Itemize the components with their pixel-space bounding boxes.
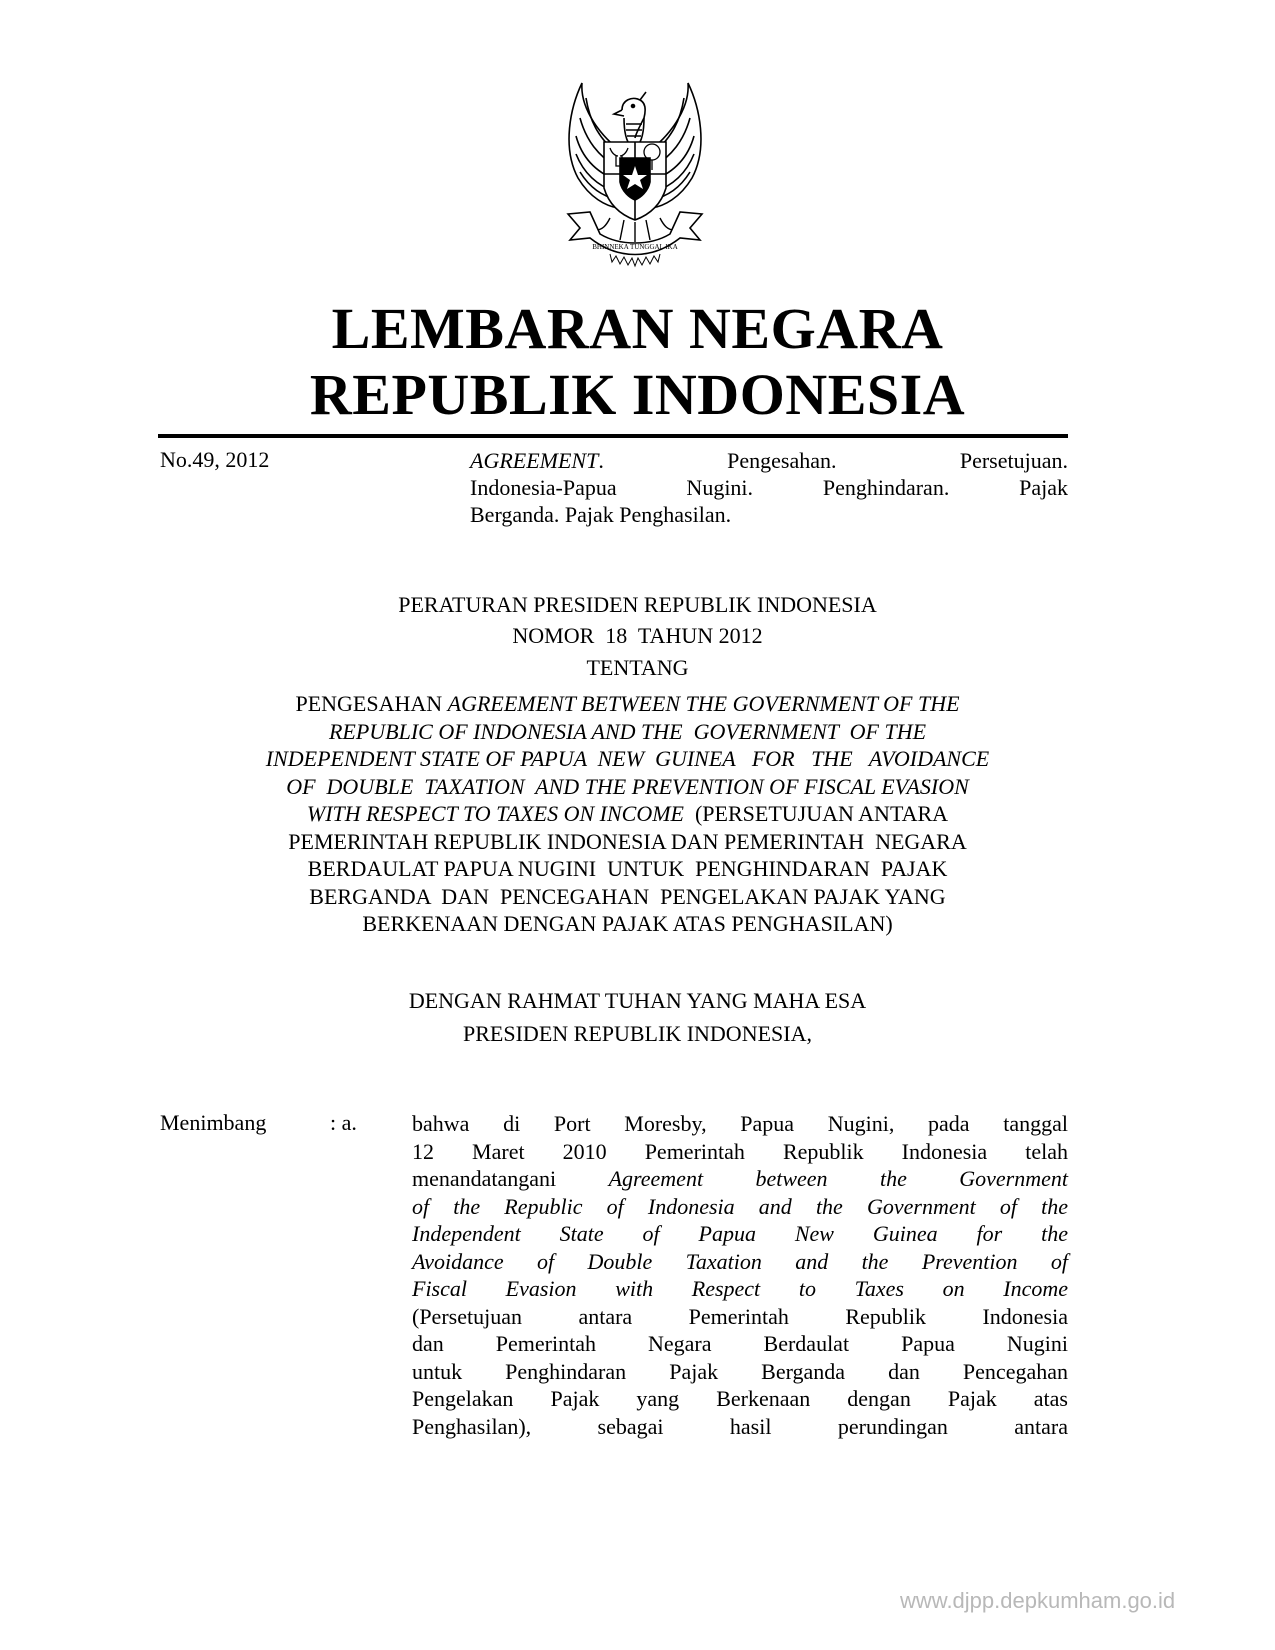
invocation: DENGAN RAHMAT TUHAN YANG MAHA ESA xyxy=(408,988,867,1013)
paragraph-line: menandatangani Agreement between the Government xyxy=(412,1166,1068,1191)
paragraph-line: Independent State of Papua New Guinea for the xyxy=(412,1221,1068,1246)
title-line: REPUBLIC OF INDONESIA AND THE GOVERNMENT OF THE xyxy=(328,718,927,744)
title-line: PEMERINTAH REPUBLIK INDONESIA DAN PEMERINTAH NEGARA xyxy=(288,828,967,854)
title-line: BERKENAAN DENGAN PAJAK ATAS PENGHASILAN) xyxy=(362,911,893,936)
considering-marker: : a. xyxy=(330,1110,357,1135)
issuer: PRESIDEN REPUBLIK INDONESIA, xyxy=(463,1021,812,1046)
paragraph-line: Avoidance of Double Taxation and the Prevention of xyxy=(412,1248,1068,1274)
regulation-about: TENTANG xyxy=(586,655,689,680)
paragraph-line: bahwa di Port Moresby, Papua Nugini, pada tanggal xyxy=(412,1111,1068,1136)
title-line: WITH RESPECT TO TAXES ON INCOME (PERSETUJUAN ANTARA xyxy=(306,801,949,826)
paragraph-line: Pengelakan Pajak yang Berkenaan dengan Pajak atas xyxy=(412,1386,1068,1411)
paragraph-line: 12 Maret 2010 Pemerintah Republik Indonesia telah xyxy=(412,1138,1068,1164)
title-line: PENGESAHAN AGREEMENT BETWEEN THE GOVERNMENT OF THE xyxy=(295,691,960,716)
subject-line: AGREEMENT. Pengesahan. Persetujuan. xyxy=(470,448,1068,473)
paragraph-line: of the Republic of Indonesia and the Government of the xyxy=(412,1193,1068,1219)
title-line: OF DOUBLE TAXATION AND THE PREVENTION OF FISCAL EVASION xyxy=(286,773,969,799)
gazette-subject xyxy=(470,447,1068,528)
paragraph-line: untuk Penghindaran Pajak Berganda dan Pencegahan xyxy=(412,1358,1068,1384)
header-divider xyxy=(158,434,1068,438)
regulation-title xyxy=(160,690,1095,938)
paragraph-line: dan Pemerintah Negara Berdaulat Papua Nugini xyxy=(412,1331,1068,1356)
considering-label: Menimbang xyxy=(160,1110,267,1135)
gazette-title-line2: REPUBLIK INDONESIA xyxy=(309,362,966,427)
subject-line: Berganda. Pajak Penghasilan. xyxy=(470,502,732,527)
title-line: BERDAULAT PAPUA NUGINI UNTUK PENGHINDARAN PAJAK xyxy=(307,856,948,881)
considering-paragraph-a xyxy=(412,1110,1068,1440)
title-line: BERGANDA DAN PENCEGAHAN PENGELAKAN PAJAK YANG xyxy=(309,883,946,909)
garuda-emblem-icon xyxy=(540,78,730,268)
title-line: INDEPENDENT STATE OF PAPUA NEW GUINEA FOR THE AVOIDANCE xyxy=(265,746,990,771)
gazette-title-line1: LEMBARAN NEGARA xyxy=(331,296,944,361)
subject-line: Indonesia-Papua Nugini. Penghindaran. Pajak xyxy=(470,475,1068,500)
svg-text:BHINNEKA TUNGGAL IKA: BHINNEKA TUNGGAL IKA xyxy=(592,243,678,251)
paragraph-line: Fiscal Evasion with Respect to Taxes on Income xyxy=(412,1276,1068,1301)
regulation-type: PERATURAN PRESIDEN REPUBLIK INDONESIA xyxy=(398,592,877,617)
gazette-number: No.49, 2012 xyxy=(160,447,270,472)
website-watermark: www.djpp.depkumham.go.id xyxy=(900,1588,1176,1613)
paragraph-line: Penghasilan), sebagai hasil perundingan antara xyxy=(412,1413,1068,1439)
paragraph-line: (Persetujuan antara Pemerintah Republik Indonesia xyxy=(412,1303,1068,1329)
regulation-number: NOMOR 18 TAHUN 2012 xyxy=(512,623,763,648)
